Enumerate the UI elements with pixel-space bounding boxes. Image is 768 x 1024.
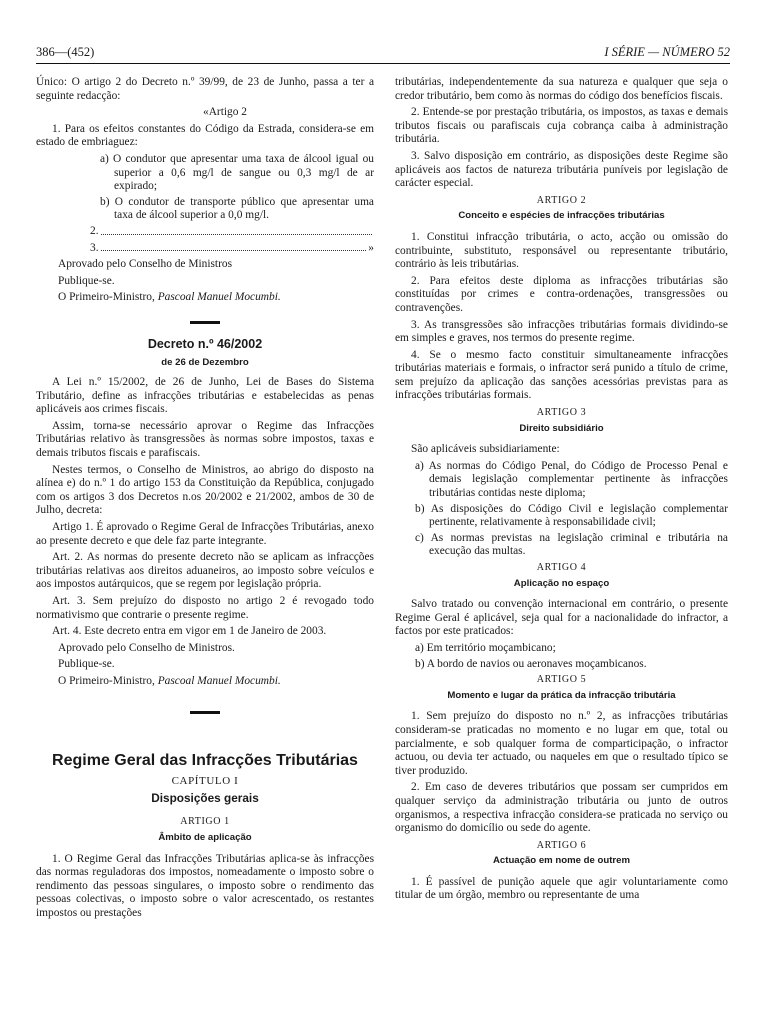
approval-line: Aprovado pelo Conselho de Ministros bbox=[58, 258, 233, 271]
paragraph: 3. As transgressões são infracções tributárias formais dividindo-se em simples e graves, nos termos do presente regime. bbox=[395, 318, 728, 345]
article-label: ARTIGO 2 bbox=[536, 194, 587, 206]
paragraph: 1. Para os efeitos constantes do Código da Estrada, considera-se em estado de embriaguez: bbox=[36, 122, 374, 149]
paragraph: Único: O artigo 2 do Decreto n.º 39/99, de 23 de Junho, passa a ter a seguinte redacção: bbox=[36, 76, 374, 102]
article-title: Conceito e espécies de infracções tributárias bbox=[458, 210, 665, 222]
decree-title: Decreto n.º 46/2002 bbox=[147, 336, 263, 351]
publish-line: Publique-se. bbox=[58, 658, 115, 671]
section-divider bbox=[190, 321, 220, 324]
article-title: Aplicação no espaço bbox=[513, 577, 610, 589]
list-item: a) As normas do Código Penal, do Código de Processo Penal e demais legislação complementar pertinente às infracções tributárias contidas neste diploma; bbox=[415, 459, 728, 500]
publish-line: Publique-se. bbox=[58, 274, 115, 287]
regime-title: Regime Geral das Infracções Tributárias bbox=[52, 751, 358, 769]
paragraph: 4. Se o mesmo facto constituir simultaneamente infracções tributárias materiais e formais, o infractor será punido a título de crime, sem prejuízo da aplicação das sanções acessórias previstas para as infracções tributárias formais. bbox=[395, 348, 728, 402]
article-title: Momento e lugar da prática da infracção tributária bbox=[447, 689, 676, 701]
list-item: b) O condutor de transporte público que apresentar uma taxa de álcool superior a 0,0 mg/l. bbox=[100, 195, 374, 222]
paragraph: 1. É passível de punição aquele que agir voluntariamente como titular de um órgão, membro ou representante de uma bbox=[395, 875, 728, 902]
paragraph: 1. Constitui infracção tributária, o acto, acção ou omissão do contribuinte, substituto, responsável ou representante tributário, contrário às leis tributárias. bbox=[395, 230, 728, 271]
paragraph: Nestes termos, o Conselho de Ministros, ao abrigo do disposto na alínea e) do n.º 1 do artigo 153 da Constituição da República, conjugado com os artigos 3 dos Decretos n.os 20/2002 e 21/2002, ambos de 30 de Julho, decreta: bbox=[36, 463, 374, 517]
dotted-line: 3. » bbox=[90, 241, 374, 254]
list-item: a) Em território moçambicano; bbox=[415, 641, 556, 654]
paragraph: Assim, torna-se necessário aprovar o Regime das Infracções Tributárias relativo às transgressões às normas sobre impostos, taxas e demais tributos fiscais e parafiscais. bbox=[36, 419, 374, 460]
article-label: ARTIGO 3 bbox=[536, 407, 587, 419]
article-label: ARTIGO 1 bbox=[180, 816, 230, 828]
paragraph: 1. O Regime Geral das Infracções Tributárias aplica-se às infracções das normas reguladoras dos impostos, nomeadamente o imposto sobre o rendimento das pessoas singulares, o imposto sobre o rendimento das pessoas colectivas, o imposto sobre o valor acrescentado, os restantes impostos ou prestações bbox=[36, 852, 374, 919]
paragraph: Art. 2. As normas do presente decreto não se aplicam as infracções tributárias relativas aos direitos aduaneiros, ao imposto sobre veículos e aos impostos autárquicos, que se regem por legislação própria. bbox=[36, 551, 374, 591]
list-item: c) As normas previstas na legislação criminal e tributária na execução das multas. bbox=[415, 531, 728, 558]
decree-date: de 26 de Dezembro bbox=[161, 356, 249, 368]
paragraph: Artigo 1. É aprovado o Regime Geral de Infracções Tributárias, anexo ao presente decreto e que dele faz parte integrante. bbox=[36, 521, 374, 547]
chapter-title: Disposições gerais bbox=[151, 790, 259, 805]
quoted-article-heading: «Artigo 2 bbox=[203, 106, 247, 119]
list-item: b) As disposições do Código Civil e legislação complementar pertinente, relativamente à responsabilidade civil; bbox=[415, 502, 728, 529]
header-rule bbox=[36, 63, 730, 64]
paragraph: A Lei n.º 15/2002, de 26 de Junho, Lei de Bases do Sistema Tributário, define as infracções tributárias e estabelecidas as penas aplicáveis aos crimes fiscais. bbox=[36, 376, 374, 416]
section-divider bbox=[190, 711, 220, 714]
paragraph: Salvo tratado ou convenção internacional em contrário, o presente Regime Geral é aplicável, seja qual for a nacionalidade do infractor, a factos por este praticados: bbox=[395, 598, 728, 638]
paragraph: 1. Sem prejuízo do disposto no n.º 2, as infracções tributárias consideram-se praticadas no momento e no lugar em que, total ou parcialmente, e sob qualquer forma de comparticipação, o infractor actuou, ou devia ter actuado, ou naqueles em que o resultado típico se tiver produzido. bbox=[395, 710, 728, 777]
paragraph: São aplicáveis subsidiariamente: bbox=[411, 443, 560, 456]
article-label: ARTIGO 4 bbox=[536, 562, 587, 573]
paragraph: tributárias, independentemente da sua natureza e qualquer que seja o credor tributário, bem como às normas do código dos benefícios fiscais. bbox=[395, 76, 728, 102]
left-column bbox=[36, 76, 374, 924]
article-title: Actuação em nome de outrem bbox=[492, 855, 630, 867]
paragraph: 3. Salvo disposição em contrário, as disposições deste Regime são aplicáveis aos factos de natureza tributária puníveis por legislação de carácter especial. bbox=[395, 149, 728, 190]
article-title: Direito subsidiário bbox=[519, 422, 604, 434]
series-number: I SÉRIE — NÚMERO 52 bbox=[604, 45, 730, 59]
list-item: b) A bordo de navios ou aeronaves moçambicanos. bbox=[415, 657, 647, 670]
article-title: Âmbito de aplicação bbox=[158, 831, 252, 843]
article-label: ARTIGO 5 bbox=[536, 674, 587, 686]
paragraph: Art. 4. Este decreto entra em vigor em 1 de Janeiro de 2003. bbox=[52, 625, 327, 638]
paragraph: Art. 3. Sem prejuízo do disposto no artigo 2 é revogado todo normativismo que contrarie o presente regime. bbox=[36, 595, 374, 621]
paragraph: 2. Entende-se por prestação tributária, os impostos, as taxas e demais tributos fiscais ou parafiscais cuja cobrança caiba à administração tributária. bbox=[395, 106, 728, 146]
signature-line: O Primeiro-Ministro, Pascoal Manuel Mocumbi. bbox=[58, 674, 281, 687]
signature-line: O Primeiro-Ministro, Pascoal Manuel Mocumbi. bbox=[58, 291, 281, 304]
chapter-label: CAPÍTULO I bbox=[171, 775, 239, 788]
page-number: 386—(452) bbox=[36, 45, 95, 59]
approval-line: Aprovado pelo Conselho de Ministros. bbox=[58, 641, 235, 654]
article-label: ARTIGO 6 bbox=[536, 839, 587, 851]
list-item: a) O condutor que apresentar uma taxa de álcool igual ou superior a 0,6 mg/l de sangue ou 0,3 mg/l de ar expirado; bbox=[100, 152, 374, 193]
paragraph: 2. Em caso de deveres tributários que possam ser cumpridos em qualquer serviço da administração tributária ou junto de outros organismos, a respectiva infracção considera-se praticada no serviço ou organismo do domicílio ou sede do agente. bbox=[395, 781, 728, 835]
right-column bbox=[395, 76, 728, 906]
dotted-line: 2. bbox=[90, 225, 374, 239]
paragraph: 2. Para efeitos deste diploma as infracções tributárias são constituídas por crimes e contra-ordenações, transgressões ou contravenções. bbox=[395, 274, 728, 314]
